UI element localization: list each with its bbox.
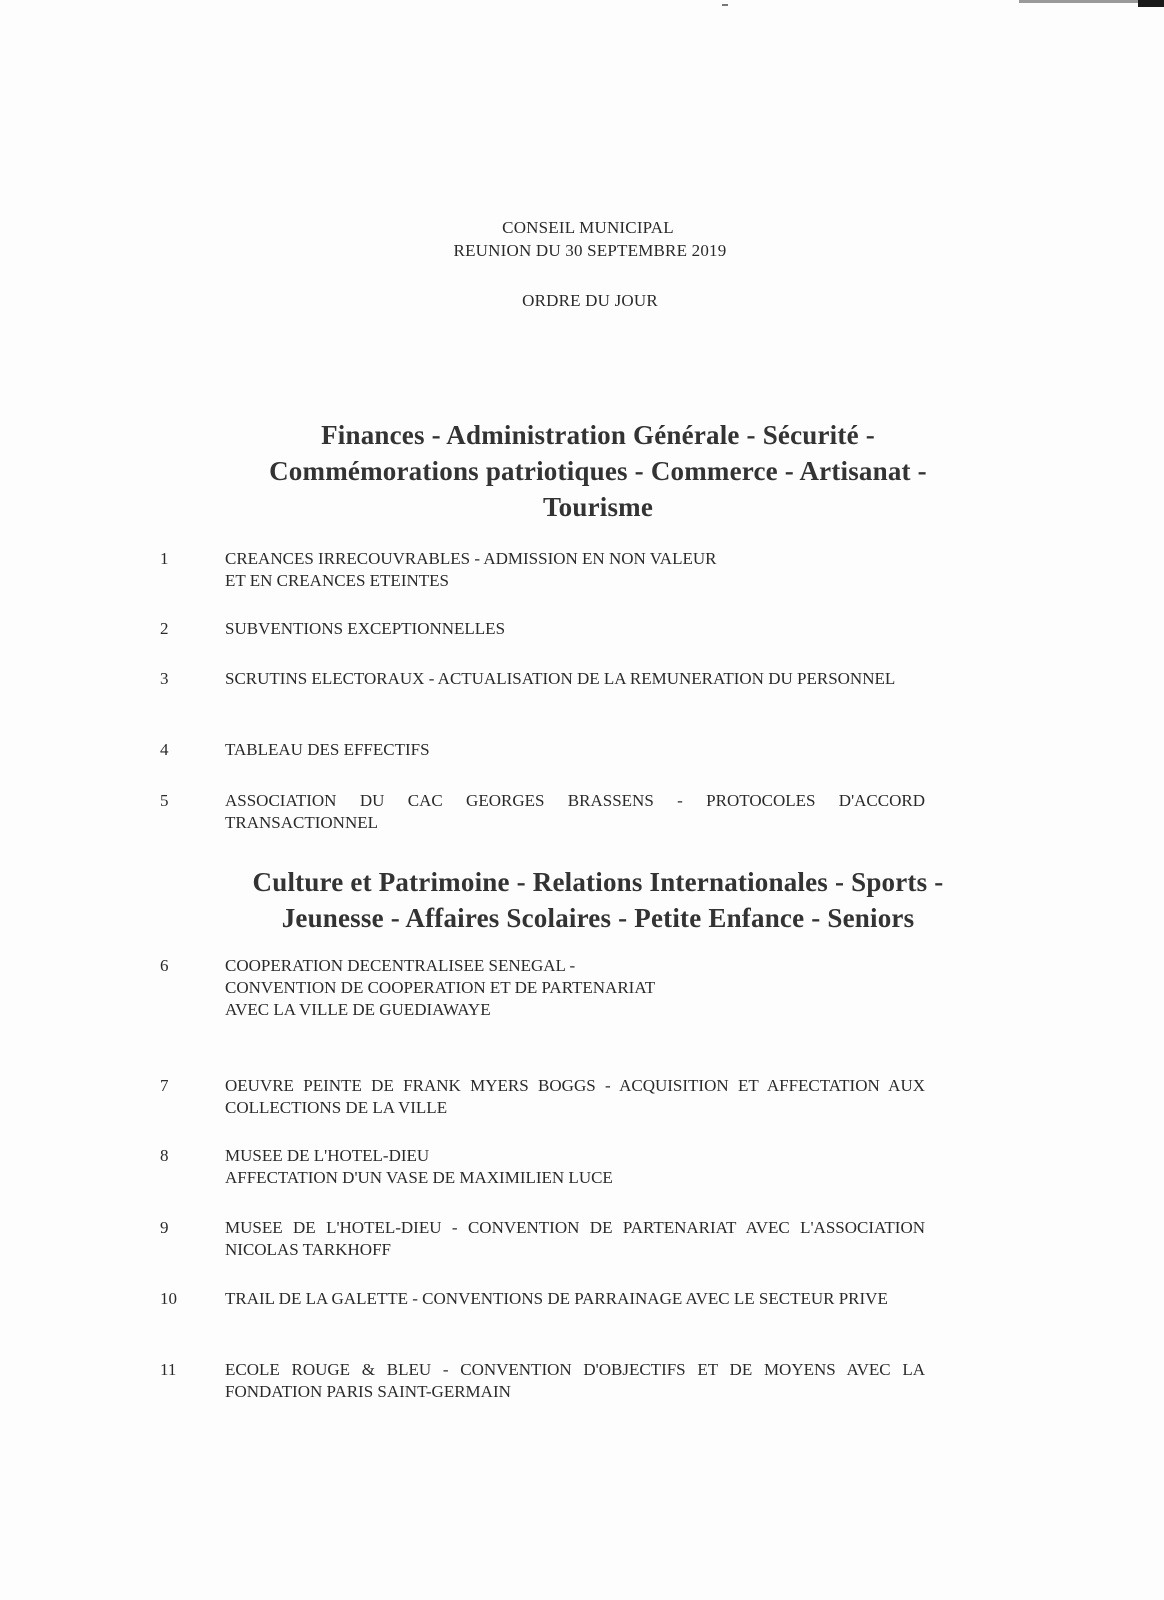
item-number: 6 xyxy=(160,956,169,975)
item-number: 1 xyxy=(160,549,169,568)
item-number: 3 xyxy=(160,669,169,688)
item-number: 9 xyxy=(160,1218,169,1237)
item-text: ASSOCIATION DU CAC GEORGES BRASSENS - PROTOCOLES D'ACCORD TRANSACTIONNEL xyxy=(225,791,925,832)
item-number: 10 xyxy=(160,1289,177,1308)
item-text: MUSEE DE L'HOTEL-DIEU AFFECTATION D'UN VASE DE MAXIMILIEN LUCE xyxy=(225,1146,613,1187)
item-text: SUBVENTIONS EXCEPTIONNELLES xyxy=(225,619,506,638)
item-text: SCRUTINS ELECTORAUX - ACTUALISATION DE LA REMUNERATION DU PERSONNEL xyxy=(225,669,896,688)
agenda-heading: ORDRE DU JOUR xyxy=(522,291,658,310)
scan-corner-mark xyxy=(1138,0,1164,7)
meeting-date: REUNION DU 30 SEPTEMBRE 2019 xyxy=(453,241,727,260)
item-text: TABLEAU DES EFFECTIFS xyxy=(225,740,430,759)
council-title: CONSEIL MUNICIPAL xyxy=(502,218,674,237)
item-text: OEUVRE PEINTE DE FRANK MYERS BOGGS - ACQUISITION ET AFFECTATION AUX COLLECTIONS DE LA VILLE xyxy=(225,1076,925,1117)
item-number: 5 xyxy=(160,791,169,810)
item-number: 8 xyxy=(160,1146,169,1165)
item-number: 7 xyxy=(160,1076,169,1095)
item-text: CREANCES IRRECOUVRABLES - ADMISSION EN NON VALEUR ET EN CREANCES ETEINTES xyxy=(225,549,717,590)
section-title-finances: Finances - Administration Générale - Sécurité - Commémorations patriotiques - Commerce - Artisanat - Tourisme xyxy=(269,420,927,522)
item-number: 2 xyxy=(160,619,169,638)
item-text: TRAIL DE LA GALETTE - CONVENTIONS DE PARRAINAGE AVEC LE SECTEUR PRIVE xyxy=(225,1289,888,1308)
item-number: 4 xyxy=(160,740,169,759)
item-text: ECOLE ROUGE & BLEU - CONVENTION D'OBJECTIFS ET DE MOYENS AVEC LA FONDATION PARIS SAINT-GERMAIN xyxy=(225,1360,925,1401)
section-title-culture: Culture et Patrimoine - Relations Internationales - Sports - Jeunesse - Affaires Scolaires - Petite Enfance - Seniors xyxy=(252,867,944,933)
scan-dust-mark xyxy=(722,4,728,6)
item-text: COOPERATION DECENTRALISEE SENEGAL - CONVENTION DE COOPERATION ET DE PARTENARIAT AVEC LA VILLE DE GUEDIAWAYE xyxy=(225,956,656,1019)
item-text: MUSEE DE L'HOTEL-DIEU - CONVENTION DE PARTENARIAT AVEC L'ASSOCIATION NICOLAS TARKHOFF xyxy=(225,1218,925,1259)
item-number: 11 xyxy=(160,1360,177,1379)
